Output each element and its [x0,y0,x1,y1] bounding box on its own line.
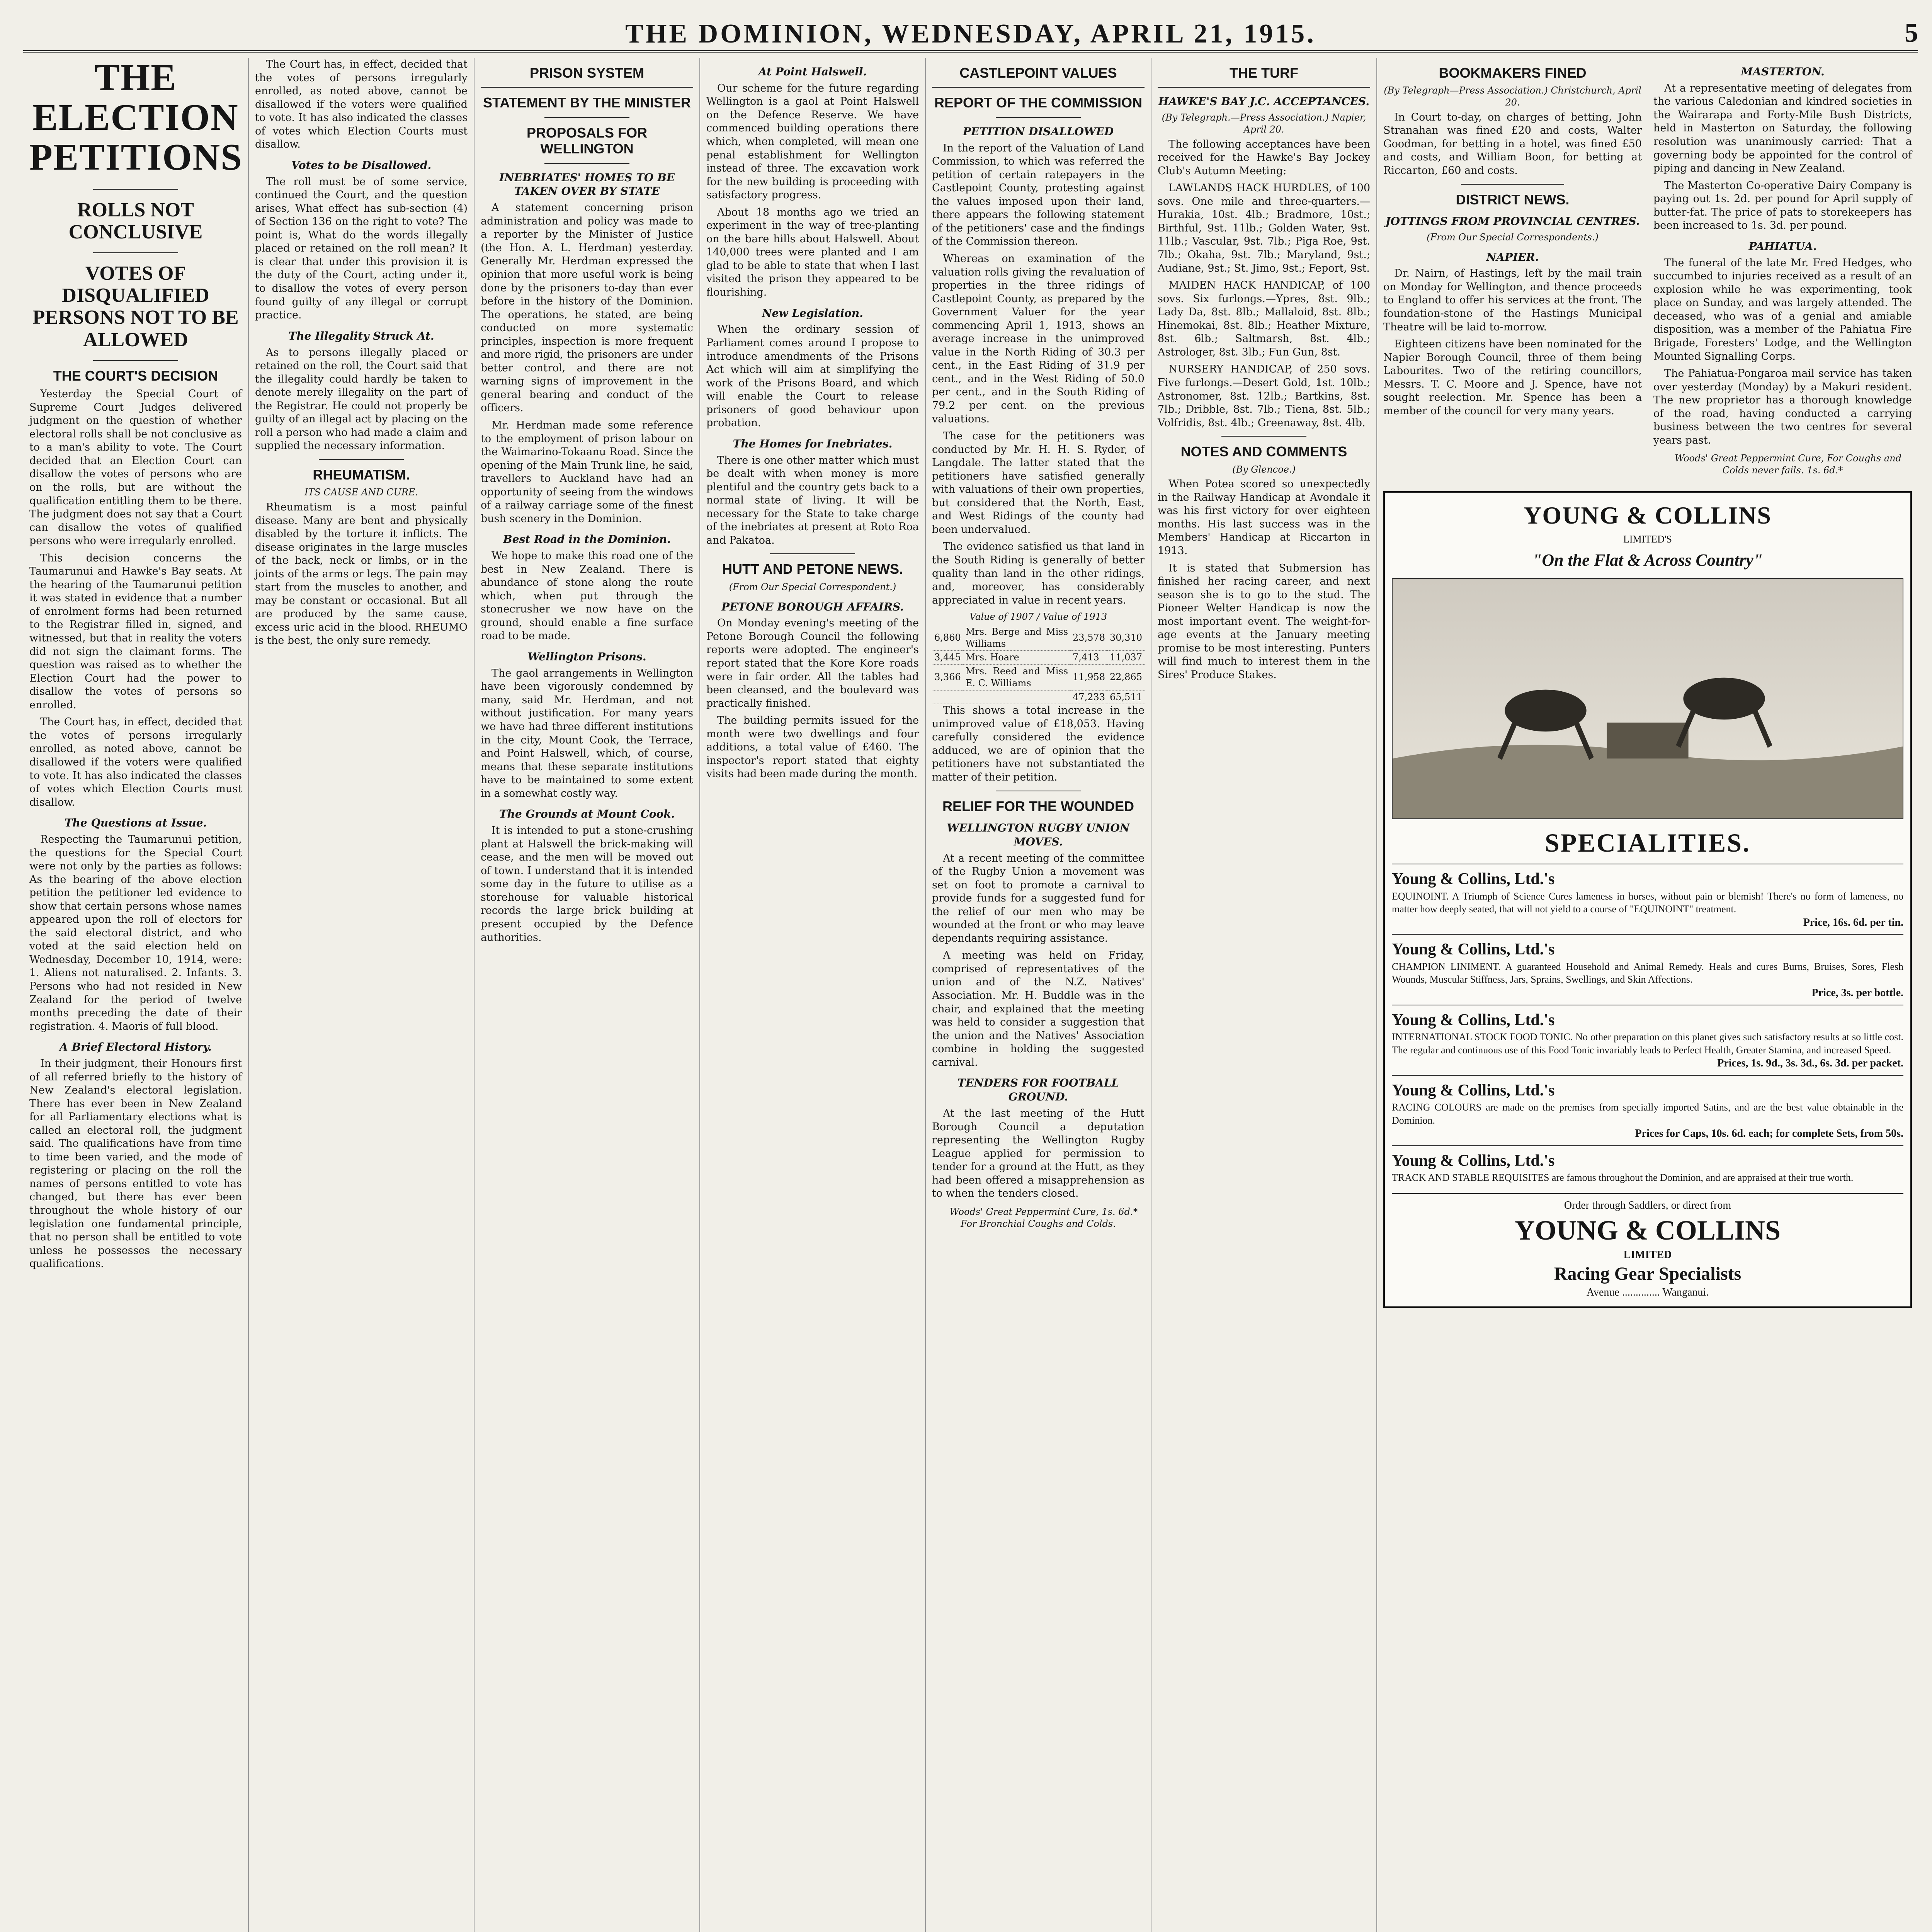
hutt-heading: HUTT AND PETONE NEWS. [722,561,903,577]
divider [1461,184,1565,185]
ad-footer [1392,1193,1903,1299]
horse-race-image [1393,579,1903,818]
article-paragraph: The Masterton Co-operative Dairy Company is paying out 1s. 2d. per pound for April supply of butter-fat. The price of pats to storekeepers has been increased to 1s. 3d. per pound. [1653,179,1912,232]
ad-brand: YOUNG & COLLINS [1524,501,1772,529]
article-paragraph: It is intended to put a stone-crushing plant at Halswell the brick-making will cease, and the men will be moved out of town. I understand that it is intended some day in the future to utilise as a storehouse for valuable historical records the large brick building at present occupied by the Defence authorities. [481,825,693,944]
column-castlepoint [926,58,1151,1932]
divider [544,163,629,164]
table-cell-acres: 3,445 [932,651,963,665]
article-paragraph: We hope to make this road one of the best in New Zealand. There is abundance of stone along the route which, when put through the stonecrusher we now have on the ground, should enable a fine surface road to be made. [481,550,693,642]
column-election [23,58,249,1932]
table-row [932,690,1145,704]
ad-product-name: Young & Collins, Ltd.'s [1392,1151,1555,1170]
article-paragraph: This shows a total increase in the unimproved value of £18,053. Having carefully considered the evidence adduced, we are of opinion that the petitioners have not substantiated the matter of their petition. [932,704,1145,783]
divider [93,252,178,253]
article-paragraph: Respecting the Taumarunui petition, the questions for the Special Court were not only by the parties as follows: As the bearing of the above election petition the petitioner led evidence to show that certain persons whose names appeared upon the roll of electors for the said electoral district, and who voted at the said election held on Wednesday, December 10, 1914, were: 1. Aliens not naturalised. 2. Infants. 3. Persons who had not resided in New Zealand for the period of twelve months preceding the date of their registration. 4. Maoris of full blood. [29,833,242,1032]
ad-footer-specialists: Racing Gear Specialists [1554,1263,1742,1284]
article-paragraph: The funeral of the late Mr. Fred Hedges, who succumbed to injuries received as a result of an explosion while he was experimenting, took place on Sunday, and was largely attended. The deceased, who was of a genial and amiable disposition, was a member of the Pahiatua Fire Brigade, Foresters' Lodge, and the Wellington Mounted Signalling Corps. [1653,257,1912,362]
article-paragraph: This decision concerns the Taumarunui and Hawke's Bay seats. At the hearing of the Taumarunui petition it was stated in evidence that a number of enrolment forms had been returned to the Registrar filled in, signed, and witnessed, but that in reality the voters did not sign the claimant forms. The question was raised as to whether the Election Court had the power to disallow the votes of persons so enrolled. [29,552,242,711]
race-listing: NURSERY HANDICAP, of 250 sovs. Five furlongs.—Desert Gold, 1st. 10lb.; Astronomer, 8st. 12lb.; Bartkins, 8st. 7lb.; Dribble, 8st. 7lb.; Tiena, 8st. 5lb.; Volfridis, 8st. 4lb.; Greenaway, 8st. 4lb. [1158,363,1370,429]
prison-subhead-3: INEBRIATES' HOMES TO BE TAKEN OVER BY STATE [499,171,675,198]
ad-footer-brand: YOUNG & COLLINS [1514,1214,1781,1246]
election-subhead-3: THE COURT'S DECISION [53,367,218,384]
article-paragraph: The Court has, in effect, decided that the votes of persons irregularly enrolled, as noted above, cannot be disallowed if the voters were qualified to vote. It has also indicated the classes of votes which Election Courts must disallow. [255,58,468,151]
article-paragraph: A meeting was held on Friday, comprised of representatives of the union and of the N.Z. Natives' Association. Mr. H. Buddle was in the chair, and explained that the meeting was held to consider a suggestion that the union and the Natives' Association combine in holding the suggested carnival. [932,949,1145,1068]
article-paragraph: Dr. Nairn, of Hastings, left by the mail train on Monday for Wellington, and thence proceeds to England to offer his services at the front. The foundation-stone of the Hastings Municipal Theatre will be laid to-morrow. [1383,267,1642,333]
section-heading: Wellington Prisons. [527,650,646,663]
district-news-block [1383,58,1912,482]
article-paragraph: The evidence satisfied us that land in the South Riding is generally of better quality than land in the other ridings, and, moreover, has considerably appreciated in value in recent years. [932,541,1145,606]
article-paragraph: In Court to-day, on charges of betting, John Stranahan was fined £20 and costs, Walter Goodman, for betting in a hotel, was fined £50 and costs, and William Boon, for betting at Riccarton, £60 and costs. [1383,111,1642,177]
ad-product-description: TRACK AND STABLE REQUISITES are famous throughout the Dominion, and are appraised at their true worth. [1392,1172,1854,1184]
bookmakers-byline: (By Telegraph—Press Association.) Christchurch, April 20. [1384,85,1641,108]
divider [481,87,693,88]
ad-product [1392,1145,1903,1189]
table-cell-owner [963,690,1070,704]
divider [1158,87,1370,88]
article-paragraph: Mr. Herdman made some reference to the employment of prison labour on the Waimarino-Tokaanu Road. Since the opening of the Main Trunk line, he said, travellers to Auckland have had an opportunity of seeing from the windows of a railway carriage some of the finest bush scenery in the Dominion. [481,419,693,525]
page-number: 5 [1905,18,1918,48]
notes-heading: NOTES AND COMMENTS [1180,444,1347,460]
napier-heading: NAPIER. [1486,250,1539,264]
ad-product-description: INTERNATIONAL STOCK FOOD TONIC. No other preparation on this planet gives such satisfactory results at so little cost. The regular and continuous use of this Food Tonic invariably leads to Perfect Health, Greater Stamina, and increased Speed. [1392,1031,1903,1056]
election-headline: THE ELECTION PETITIONS [29,58,243,178]
article-paragraph: When Potea scored so unexpectedly in the Railway Handicap at Avondale it was his first victory for over eighteen months. His last success was in the Members' Handicap at Riccarton in 1913. [1158,478,1370,557]
ad-product [1392,1075,1903,1145]
article-paragraph: The case for the petitioners was conducted by Mr. H. H. S. Ryder, of Langdale. The latter stated that the petitioners have satisfied generally with valuations of their own properties, but considered that the North, East, and West Ridings of the county had been undervalued. [932,430,1145,536]
article-paragraph: At the last meeting of the Hutt Borough Council a deputation representing the Wellington Rugby League applied for permission to tender for a ground at the Hutt, as they had been offered a misapprehension as to when the tenders closed. [932,1107,1145,1200]
ad-product-price: Prices for Caps, 10s. 6d. each; for complete Sets, from 50s. [1635,1127,1903,1139]
article-paragraph: A statement concerning prison administration and policy was made to a reporter by the Minister of Justice (the Hon. A. L. Herdman) yesterday. Generally Mr. Herdman expressed the opinion that more useful work is being done by the prisoners to-day than ever before in the history of the Dominion. The operations, he stated, are being conducted on more systematic principles, inspection is more frequent and more rigid, the prisoners are under better control, and there are not warning signs of improvement in the general bearing and conduct of the officers. [481,202,693,414]
article-paragraph: As to persons illegally placed or retained on the roll, the Court said that the illegality could hardly be taken to denote merely illegality on the part of the Registrar. He could not properly be guilty of an illegal act by placing on the roll a person who had made a claim and supplied the necessary information. [255,346,468,452]
newspaper-title: THE DOMINION, WEDNESDAY, APRIL 21, 1915. [625,19,1316,49]
article-paragraph: The gaol arrangements in Wellington have been vigorously condemned by many, said Mr. Herdman, and not without justification. For many years we have had three different institutions in the city, Mount Cook, the Terrace, and Point Halswell, which, of course, means that these separate institutions have to be maintained to some extent in a somewhat costly way. [481,667,693,799]
turf-headline: THE TURF [1230,65,1298,81]
article-paragraph: Eighteen citizens have been nominated for the Napier Borough Council, three of them being Labourites. Two of the retiring councillors, Messrs. T. C. Moore and J. Spence, have not sought reelection. Mr. Spence has been a member of the council for very many years. [1383,338,1642,417]
divider [1221,436,1306,437]
article-paragraph: It is stated that Submersion has finished her racing career, and next season she is to go to the stud. The Pioneer Welter Handicap is now the most important event. The weight-for-age events at the January meeting promise to be most interesting. Punters will find much to interest them in the Sires' Produce Stakes. [1158,562,1370,681]
ad-specialities-heading: SPECIALITIES. [1544,828,1751,858]
ad-product-list [1392,864,1903,1189]
election-subhead-1: ROLLS NOT CONCLUSIVE [68,199,203,243]
section-heading: The Illegality Struck At. [288,329,434,342]
table-row [932,665,1145,690]
table-cell-v1907: 7,413 [1070,651,1107,665]
rheumatism-heading: RHEUMATISM. [313,466,410,483]
turf-byline: (By Telegraph.—Press Association.) Napier, April 20. [1162,112,1366,135]
prison-headline: PRISON SYSTEM [529,65,645,81]
masthead [23,15,1918,53]
district-right [1653,58,1912,482]
article-paragraph: When the ordinary session of Parliament comes around I propose to introduce amendments of the Prisons Act which will aim at simplifying the work of the Prisons Board, and which will enable the Court to release prisoners of good behaviour upon probation. [706,323,919,429]
ad-product-description: RACING COLOURS are made on the premises from specially imported Satins, and are the best value obtainable in the Dominion. [1392,1102,1903,1126]
article-paragraph: The roll must be of some service, continued the Court, and the question arises, What effect has sub-section (4) of Section 136 on the right to vote? The point is, What do the words illegally placed or retained on the roll mean? It is clear that under this provision it is the duty of the Court, acting under it, to disallow the votes of every person found guilty of any illegal or corrupt practice. [255,175,468,321]
race-listing: LAWLANDS HACK HURDLES, of 100 sovs. One mile and three-quarters.—Hurakia, 10st. 4lb.; Bradmore, 10st.; Birthful, 9st. 11lb.; Golden Water, 9st. 11lb.; Vascular, 9st. 7lb.; Piga Roe, 9st. 7lb.; Okaha, 9st. 7lb.; Maryland, 9st.; Audiane, 9st.; St. Jimo, 9st.; Feport, 9st. [1158,182,1370,274]
article-paragraph: The building permits issued for the month were two dwellings and four additions, a total value of £460. The inspector's report stated that eighty visits had been made during the month. [706,714,919,780]
table-cell-acres [932,690,963,704]
table-cell-v1913: 11,037 [1107,651,1145,665]
table-cell-v1907: 47,233 [1070,690,1107,704]
table-cell-acres: 3,366 [932,665,963,690]
steeplechase-illustration [1392,578,1903,819]
ad-footer-limited: LIMITED [1623,1248,1672,1261]
ad-product-description: EQUINOINT. A Triumph of Science Cures lameness in horses, without pain or blemish! There's no form of lameness, no matter how deeply seated, that will not yield to a course of "EQUINOINT" treatment. [1392,891,1903,915]
divider [770,553,855,554]
ad-product [1392,934,1903,1004]
article-paragraph: The Court has, in effect, decided that the votes of persons irregularly enrolled, as noted above, cannot be disallowed if the voters were qualified to vote. It has also indicated the classes of votes which Election Courts must disallow. [29,716,242,808]
section-heading: Best Road in the Dominion. [503,533,671,546]
district-subheading: JOTTINGS FROM PROVINCIAL CENTRES. [1385,214,1640,228]
ad-product-price: Prices, 1s. 9d., 3s. 3d., 6s. 3d. per packet. [1717,1057,1903,1069]
divider [93,189,178,190]
ad-limited: LIMITED'S [1623,533,1672,545]
ad-product [1392,864,1903,934]
castlepoint-subhead-1: REPORT OF THE COMMISSION [934,95,1142,111]
table-row [932,625,1145,651]
ad-product-name: Young & Collins, Ltd.'s [1392,940,1555,959]
district-heading: DISTRICT NEWS. [1456,191,1570,207]
section-heading: Votes to be Disallowed. [291,158,432,172]
article-paragraph: About 18 months ago we tried an experiment in the way of tree-planting on the bare hills about Halswell. About 140,000 trees were planted and I am glad to be able to state that when I last visited the prison they appeared to be flourishing. [706,206,919,299]
table-cell-v1907: 23,578 [1070,625,1107,651]
article-paragraph: There is one other matter which must be dealt with when money is more plentiful and the country gets back to a normal state of living. It will be necessary for the State to take charge of the inebriates at present at Roto Roa and Pakatoa. [706,454,919,546]
ad-product-name: Young & Collins, Ltd.'s [1392,870,1555,888]
castlepoint-subhead-2: PETITION DISALLOWED [963,125,1114,138]
election-subhead-2: VOTES OF DISQUALIFIED PERSONS NOT TO BE ALLOWED [32,262,239,351]
hutt-subheading: PETONE BOROUGH AFFAIRS. [721,600,904,613]
table-cell-owner: Mrs. Hoare [963,651,1070,665]
ad-slogan: "On the Flat & Across Country" [1532,550,1763,570]
hutt-byline: (From Our Special Correspondent.) [729,581,896,592]
table-cell-owner: Mrs. Berge and Miss Williams [963,625,1070,651]
district-left [1383,58,1642,482]
relief-subheading: WELLINGTON RUGBY UNION MOVES. [947,821,1130,848]
section-heading: A Brief Electoral History. [60,1041,212,1054]
divider [996,117,1081,118]
district-byline: (From Our Special Correspondents.) [1427,231,1599,243]
table-cell-v1907: 11,958 [1070,665,1107,690]
article-paragraph: Yesterday the Special Court of Supreme Court Judges delivered judgment on the question of whether electoral rolls shall be not conclusive as to a man's ability to vote. The Court decided that an Election Court can disallow the votes of persons who are on the rolls, but are without the qualification entitling them to be there. The judgment does not say that a Court can disallow the votes of qualified persons who were irregularly enrolled. [29,388,242,547]
bookmakers-heading: BOOKMAKERS FINED [1439,65,1587,81]
ad-order-line: Order through Saddlers, or direct from [1564,1199,1731,1211]
table-cell-acres: 6,860 [932,625,963,651]
divider [319,459,404,460]
table-row [932,651,1145,665]
section-heading: At Point Halswell. [758,65,867,78]
column-election-continued [249,58,474,1932]
divider [93,360,178,361]
values-table-heading: Value of 1907 / Value of 1913 [969,611,1107,622]
masterton-heading: MASTERTON. [1741,65,1825,78]
table-cell-v1913: 22,865 [1107,665,1145,690]
newspaper-page [23,58,1918,1932]
relief-heading: RELIEF FOR THE WOUNDED [942,798,1134,814]
ad-footer-address: Avenue .............. Wanganui. [1586,1286,1709,1298]
column-halswell [700,58,926,1932]
divider [544,117,629,118]
prison-subhead-2: PROPOSALS FOR WELLINGTON [526,124,648,157]
article-paragraph: At a representative meeting of delegates from the various Caledonian and kindred societies in the Wairarapa and Forty-Mile Bush Districts, held in Masterton on Saturday, the following resolution was unanimously carried: That a governing body be appointed for the control of piping and dancing in New Zealand. [1653,82,1912,175]
article-paragraph: In the report of the Valuation of Land Commission, to which was referred the petition of certain ratepayers in the Castlepoint County, protesting against the values imposed upon their land, there appears the following statement of the petitioners' case and the findings of the Commission thereon. [932,142,1145,248]
race-listing: MAIDEN HACK HANDICAP, of 100 sovs. Six furlongs.—Ypres, 8st. 9lb.; Lady Da, 8st. 8lb.; Mallaloid, 8st. 8lb.; Hinemokai, 8st. 8lb.; Heather Mixture, 8st. 6lb.; Saltmarsh, 8st. 4lb.; Astrologer, 8st. 3lb.; Fun Gun, 8st. [1158,279,1370,358]
ad-product-name: Young & Collins, Ltd.'s [1392,1011,1555,1029]
section-heading: The Homes for Inebriates. [733,437,893,450]
peppermint-cure-ad: Woods' Great Peppermint Cure, For Coughs and Colds never fails. 1s. 6d.* [1675,453,1901,476]
column-turf [1151,58,1377,1932]
table-cell-v1913: 30,310 [1107,625,1145,651]
turf-subheading: HAWKE'S BAY J.C. ACCEPTANCES. [1158,95,1370,108]
article-paragraph: Whereas on examination of the valuation rolls giving the revaluation of properties in the three ridings of Castlepoint County, as prepared by the Government Valuer for the year commencing April 1, 1913, shows an average increase in the unimproved value in the North Riding of 30.3 per cent., in the East Riding of 31.9 per cent., and in the West Riding of 50.0 per cent., and in the South Riding of 79.2 per cent. on the previous valuations. [932,252,1145,425]
article-paragraph: On Monday evening's meeting of the Petone Borough Council the following reports were adopted. The engineer's report stated that the Kore Kore roads were in fair order. All the tables had been cleansed, and the boulevard was practically finished. [706,617,919,709]
table-cell-owner: Mrs. Reed and Miss E. C. Williams [963,665,1070,690]
ad-product-price: Price, 16s. 6d. per tin. [1803,916,1903,929]
pahiatua-heading: PAHIATUA. [1748,240,1817,253]
peppermint-cure-ad: Woods' Great Peppermint Cure, 1s. 6d.* For Bronchial Coughs and Colds. [949,1206,1138,1229]
section-heading: New Legislation. [762,306,863,320]
castlepoint-headline: CASTLEPOINT VALUES [959,65,1117,81]
section-heading: The Grounds at Mount Cook. [499,808,675,821]
column-prison [474,58,700,1932]
article-paragraph: In their judgment, their Honours first of all referred briefly to the history of New Zealand's electoral legislation. There has ever been in New Zealand for all Parliamentary elections what is called an electoral roll, the judgment said. The qualifications have from time to time been varied, and the mode of registering or placing on the roll the names of persons entitled to vote has changed, but there has ever been throughout the whole history of our legislation one fundamental principle, that no person shall be entitled to vote unless he possesses the necessary qualifications. [29,1058,242,1270]
article-paragraph: The following acceptances have been received for the Hawke's Bay Jockey Club's Autumn Meeting: [1158,138,1370,177]
prison-subhead-1: STATEMENT BY THE MINISTER [483,95,691,111]
section-heading: The Questions at Issue. [64,816,207,830]
article-paragraph: Our scheme for the future regarding Wellington is a gaol at Point Halswell on the Defence Reserve. We have commenced building operations there which, when completed, will mean one penal establishment for Wellington instead of three. The excavation work for the new building is proceeding with satisfactory progress. [706,82,919,201]
ad-product-price: Price, 3s. per bottle. [1811,986,1903,999]
column-district-and-ad [1377,58,1918,1932]
notes-byline: (By Glencoe.) [1232,464,1296,475]
rheumatism-subheading: ITS CAUSE AND CURE. [304,487,418,498]
ad-product [1392,1005,1903,1075]
article-paragraph: Rheumatism is a most painful disease. Many are bent and physically disabled by the torture it inflicts. The disease originates in the large muscles of the back, neck or limbs, or in the joints of the arms or legs. The pain may start from the muscles to another, and may be constant or occasional. But all are produced by the same cause, excess uric acid in the blood. RHEUMO is the best, the only sure remedy. [255,501,468,647]
table-cell-v1913: 65,511 [1107,690,1145,704]
ad-product-name: Young & Collins, Ltd.'s [1392,1081,1555,1099]
divider [932,87,1145,88]
ad-product-description: CHAMPION LINIMENT. A guaranteed Household and Animal Remedy. Heals and cures Burns, Bruises, Sores, Flesh Wounds, Muscular Stiffness, Jars, Sprains, Swellings, and Skin Affections. [1392,961,1903,985]
article-paragraph: At a recent meeting of the committee of the Rugby Union a movement was set on foot to promote a carnival to provide funds for a suggested fund for the relief of our men who may be wounded at the front or who may leave dependants requiring assistance. [932,852,1145,944]
article-paragraph: The Pahiatua-Pongaroa mail service has taken over yesterday (Monday) by a Makuri resident. The new proprietor has a thorough knowledge of the road, having conducted a carrying business between the two centres for several years past. [1653,367,1912,446]
tenders-heading: TENDERS FOR FOOTBALL GROUND. [957,1077,1119,1104]
young-collins-advertisement [1383,491,1912,1308]
values-table [932,625,1145,704]
